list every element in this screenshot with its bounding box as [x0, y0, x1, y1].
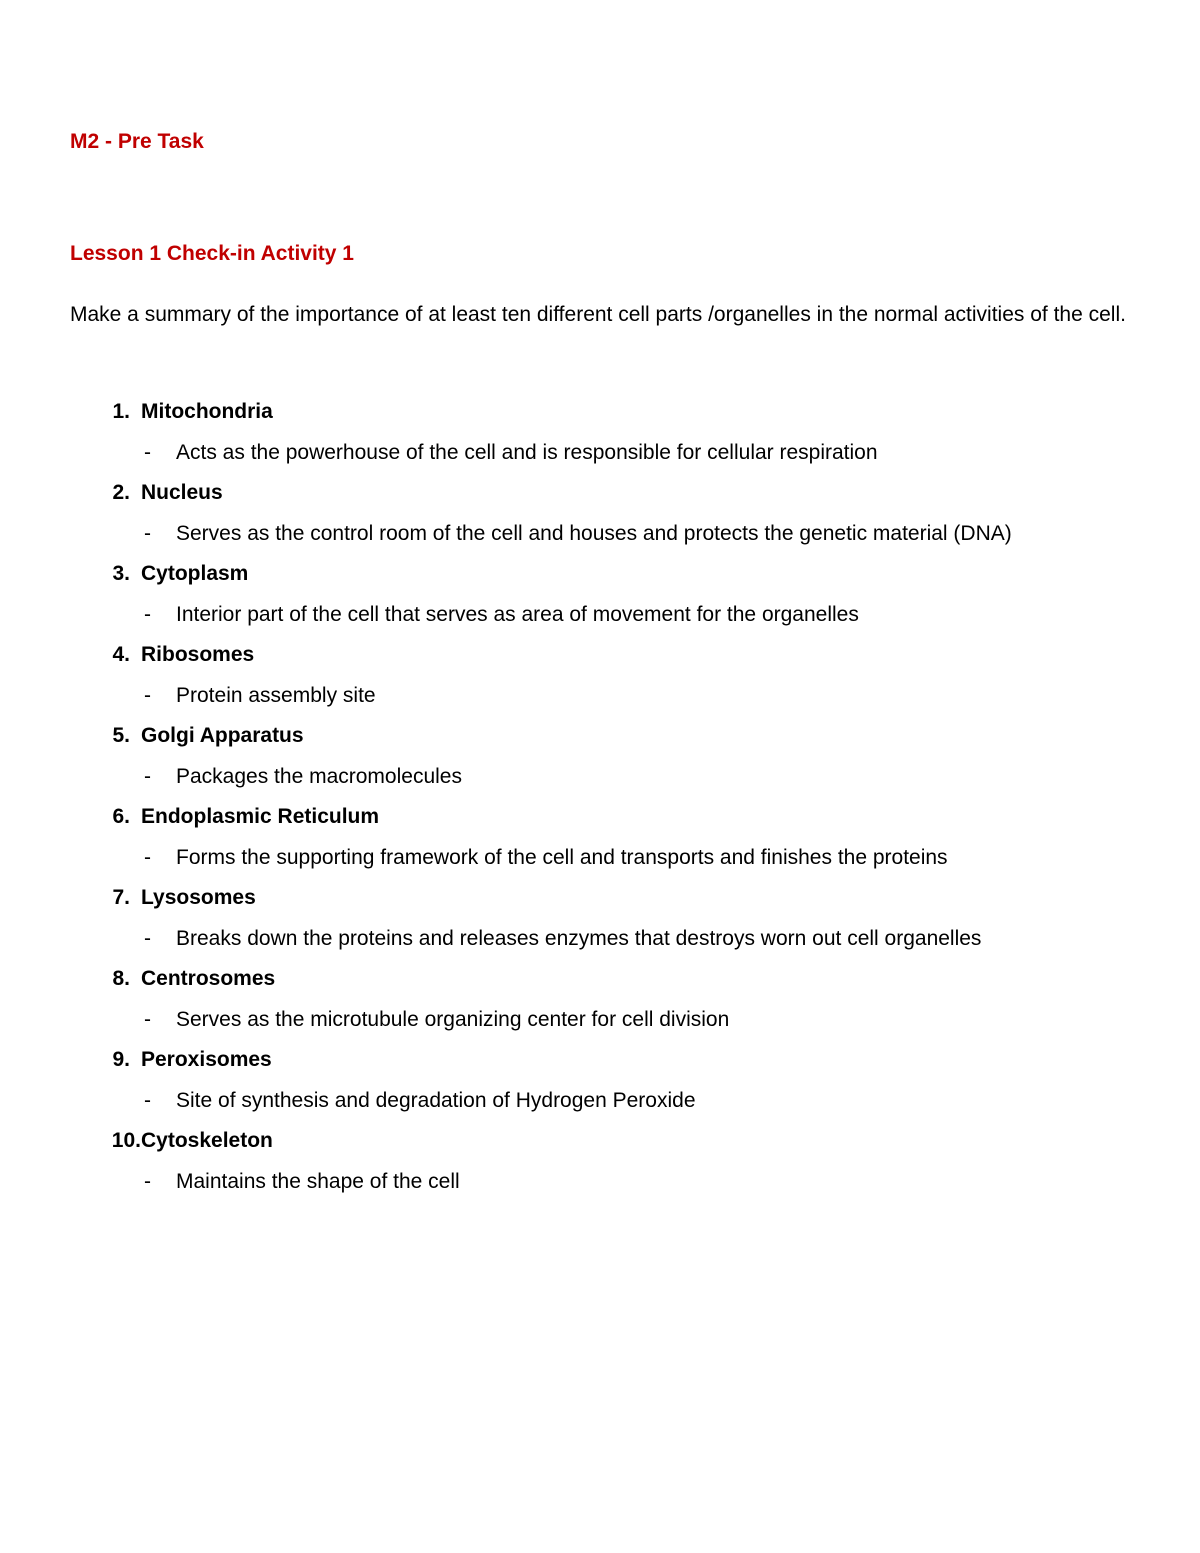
organelle-description: Site of synthesis and degradation of Hydrogen Peroxide — [176, 1088, 696, 1112]
list-item — [70, 554, 1170, 635]
item-number: 9. — [112, 1048, 130, 1071]
organelle-list — [70, 392, 1170, 1202]
organelle-name: Cytoskeleton — [141, 1129, 273, 1152]
list-item — [70, 1040, 1170, 1121]
dash-bullet: - — [144, 521, 151, 545]
organelle-name: Nucleus — [141, 481, 223, 504]
organelle-name: Peroxisomes — [141, 1048, 272, 1071]
organelle-description: Acts as the powerhouse of the cell and is responsible for cellular respiration — [176, 440, 878, 464]
organelle-name: Golgi Apparatus — [141, 724, 304, 747]
list-item — [70, 878, 1170, 959]
list-item — [70, 716, 1170, 797]
organelle-description: Maintains the shape of the cell — [176, 1169, 460, 1193]
activity-prompt: Make a summary of the importance of at least ten different cell parts /organelles in the normal activities of the cell. — [70, 303, 1126, 326]
organelle-name: Mitochondria — [141, 400, 273, 423]
list-item — [70, 959, 1170, 1040]
dash-bullet: - — [144, 1169, 151, 1193]
dash-bullet: - — [144, 1088, 151, 1112]
dash-bullet: - — [144, 764, 151, 788]
list-item — [70, 797, 1170, 878]
organelle-name: Lysosomes — [141, 886, 256, 909]
section-heading: Lesson 1 Check-in Activity 1 — [70, 242, 354, 265]
document-title: M2 - Pre Task — [70, 130, 204, 153]
item-number: 10. — [111, 1129, 141, 1152]
organelle-name: Centrosomes — [141, 967, 276, 990]
list-item — [70, 1121, 1170, 1202]
organelle-description: Packages the macromolecules — [176, 764, 462, 788]
organelle-description: Forms the supporting framework of the cell and transports and finishes the proteins — [176, 845, 948, 869]
organelle-description: Breaks down the proteins and releases enzymes that destroys worn out cell organelles — [176, 926, 982, 950]
dash-bullet: - — [144, 926, 151, 950]
item-number: 7. — [112, 886, 130, 909]
dash-bullet: - — [144, 602, 151, 626]
organelle-name: Endoplasmic Reticulum — [141, 805, 380, 828]
dash-bullet: - — [144, 440, 151, 464]
organelle-name: Ribosomes — [141, 643, 255, 666]
organelle-description: Interior part of the cell that serves as area of movement for the organelles — [176, 602, 859, 626]
item-number: 1. — [112, 400, 130, 423]
list-item — [70, 392, 1170, 473]
organelle-description: Serves as the control room of the cell and houses and protects the genetic material (DNA) — [176, 521, 1012, 545]
dash-bullet: - — [144, 1007, 151, 1031]
item-number: 4. — [112, 643, 130, 666]
item-number: 5. — [112, 724, 130, 747]
organelle-description: Serves as the microtubule organizing center for cell division — [176, 1007, 730, 1031]
dash-bullet: - — [144, 683, 151, 707]
dash-bullet: - — [144, 845, 151, 869]
list-item — [70, 635, 1170, 716]
item-number: 2. — [112, 481, 130, 504]
list-item — [70, 473, 1170, 554]
item-number: 6. — [112, 805, 130, 828]
organelle-name: Cytoplasm — [141, 562, 249, 585]
item-number: 8. — [112, 967, 130, 990]
organelle-description: Protein assembly site — [176, 683, 376, 707]
item-number: 3. — [112, 562, 130, 585]
